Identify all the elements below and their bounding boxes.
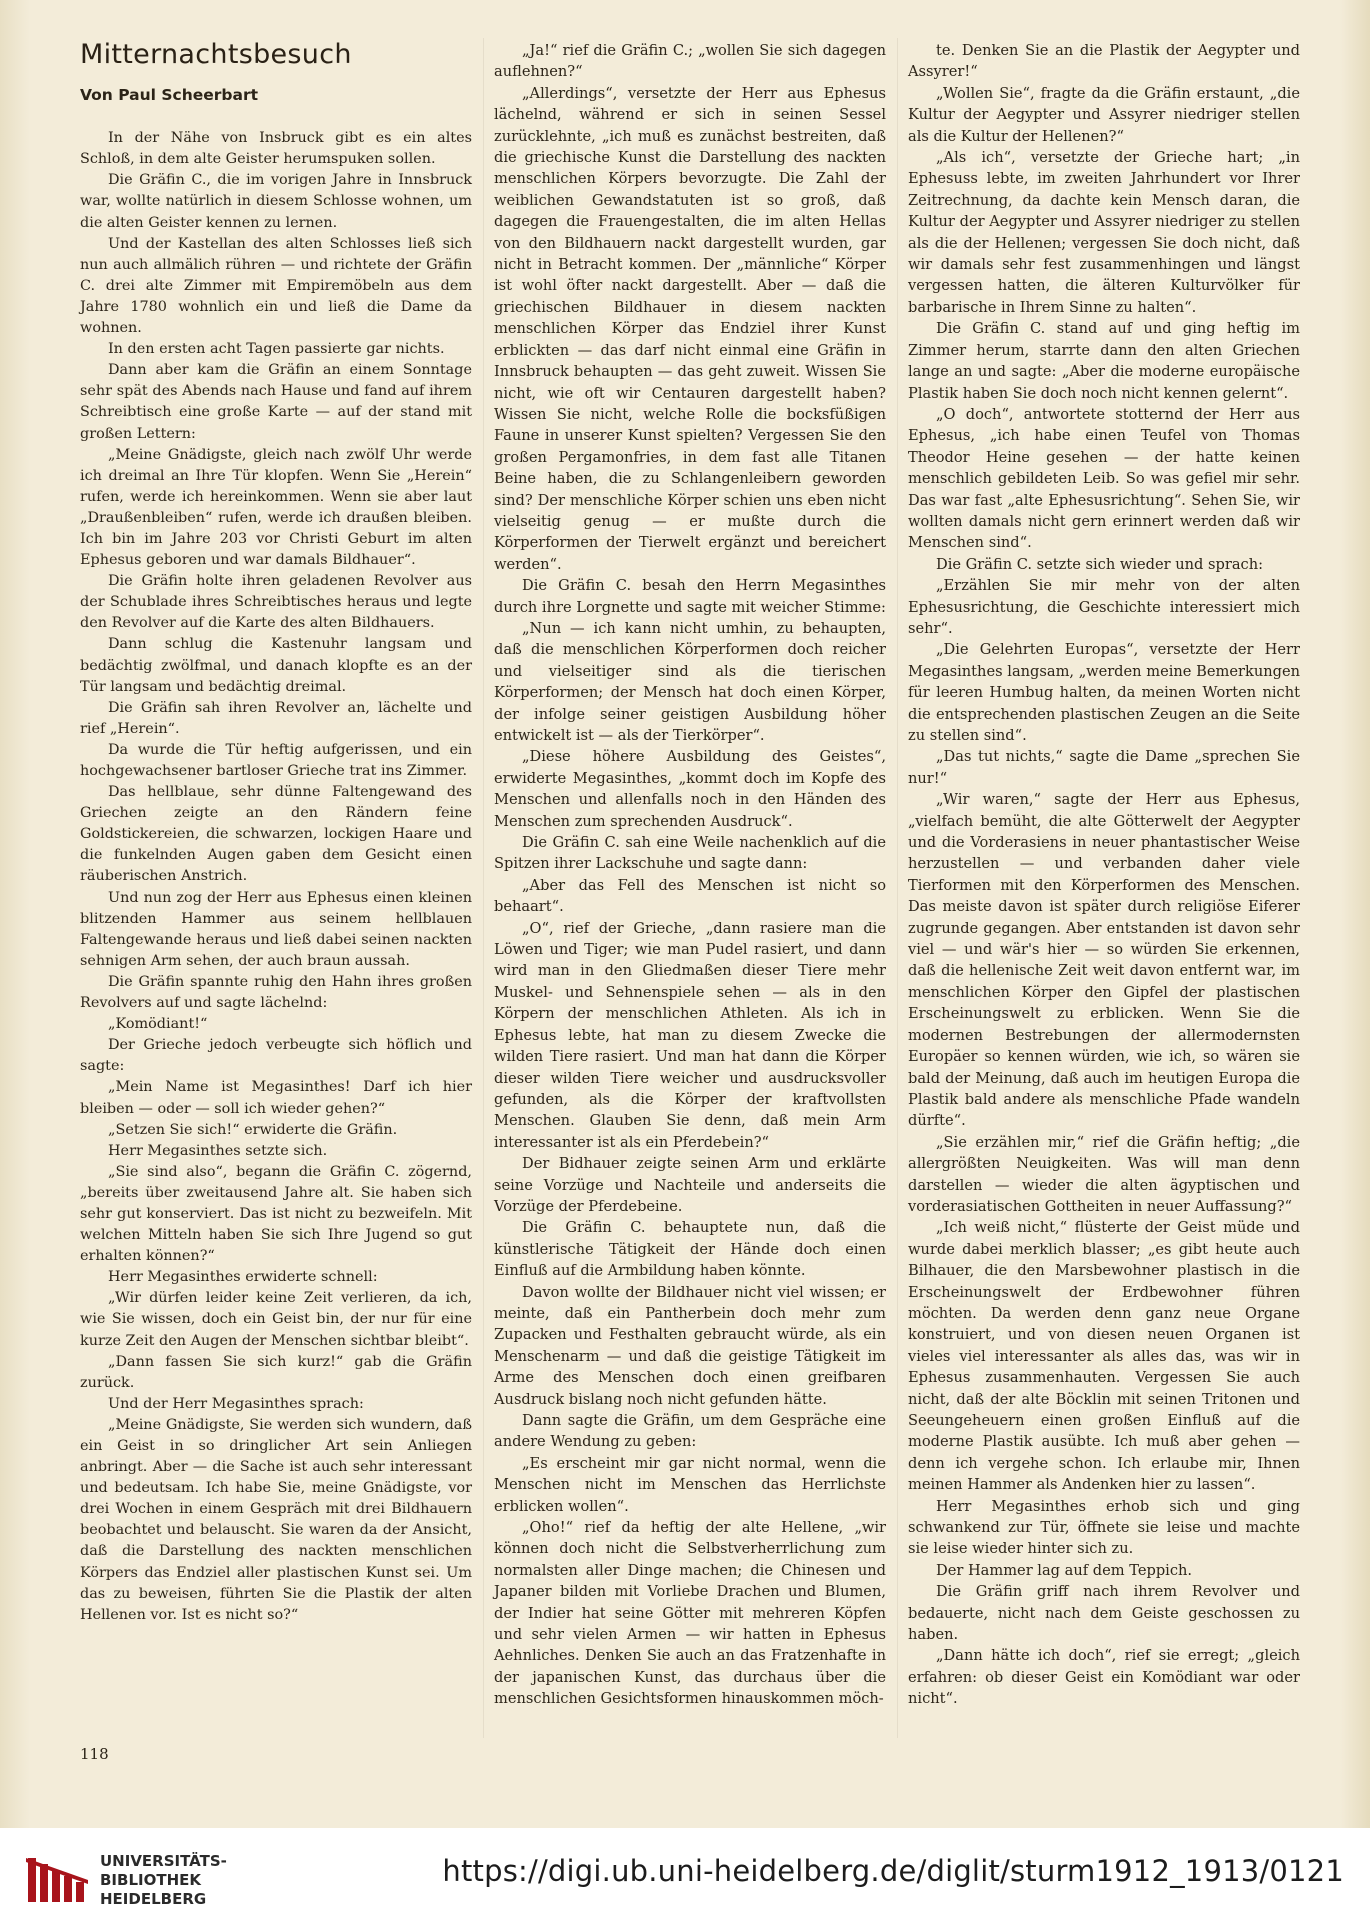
paragraph: „O doch“, antwortete stotternd der Herr aus Ephesus, „ich habe einen Teufel von Thomas Theodor Heine gesehen — der hatte keinen menschlich gebildeten Leib. So was gefiel mir sehr. Das war fast „alte Ephesusrichtung“. Sehen Sie, wir wollten damals nicht gern erinnert werden daß wir Menschen sind“.: [908, 405, 1300, 552]
paragraph: Dann aber kam die Gräfin an einem Sonntage sehr spät des Abends nach Hause und fand auf ihrem Schreibtisch eine große Karte — auf der stand mit großen Lettern:: [80, 362, 472, 442]
paragraph: Das hellblaue, sehr dünne Faltengewand des Griechen zeigte an den Rändern feine Goldstickereien, die schwarzen, lockigen Haare und die funkelnden Augen gaben dem Gesicht einen räuberischen Anstrich.: [80, 784, 472, 885]
paragraph: te. Denken Sie an die Plastik der Aegypter und Assyrer!“: [908, 42, 1300, 81]
paragraph: „Wollen Sie“, fragte da die Gräfin erstaunt, „die Kultur der Aegypter und Assyrer niedriger stellen als die Kultur der Hellenen?“: [908, 84, 1300, 145]
paragraph: Und der Kastellan des alten Schlosses ließ sich nun auch allmälich rühren — und richtete der Gräfin C. drei alte Zimmer mit Empiremöbeln aus dem Jahre 1780 wohnlich ein und ließ die Dame da wohnen.: [80, 235, 472, 337]
paragraph: „Oho!“ rief da heftig der alte Hellene, „wir können doch nicht die Selbstverherrlichung zum normalsten aller Dinge machen; die Chinesen und Japaner bilden mit Vorliebe Drachen und Blumen, der Indier hat seine Götter mit mehreren Köpfen und sehr vielen Armen — wir hatten in Ephesus Aehnliches. Denken Sie auch an das Fratzenhafte in der japanischen Kunst, das durchaus über die menschlichen Gesichtsformen hinauskommen möch-: [494, 1519, 886, 1708]
paragraph: Die Gräfin spannte ruhig den Hahn ihres großen Revolvers auf und sagte lächelnd:: [80, 973, 472, 1012]
paragraph: „Die Gelehrten Europas“, versetzte der Herr Megasinthes langsam, „werden meine Bemerkungen für leeren Humbug halten, da meinen Worten nicht die entsprechenden plastischen Zeugen an die Seite zu stellen sind“.: [908, 641, 1300, 744]
library-name-line: HEIDELBERG: [100, 1890, 207, 1908]
paragraph: „Allerdings“, versetzte der Herr aus Ephesus lächelnd, während er sich in seinen Sessel zurücklehnte, „ich muß es zunächst bestreiten, daß die griechische Kunst die Darstellung des nackten menschlichen Körpers bevorzugte. Die Zahl der weiblichen Gewandstatuten ist so groß, daß dagegen die Frauengestalten, die im alten Hellas von den Bildhauern nackt dargestellt wurden, gar nicht in Betracht kommen. Der „männliche“ Körper ist wohl öfter nackt dargestellt. Aber — daß die griechischen Bildhauer in diesem nackten menschlichen Körper das Endziel ihrer Kunst erblickten — das darf nicht einmal eine Gräfin in Innsbruck behaupten — das geht zuweit. Wissen Sie nicht, wie oft wir Centauren dargestellt haben? Wissen Sie nicht, welche Rolle die bocksfüßigen Faune in unserer Kunst spielten? Vergessen Sie den großen Pergamonfries, in dem fast alle Titanen Beine haben, die zu Schlangenleibern geworden sind? Der menschliche Körper schien uns eben nicht vielseitig genug — er mußte durch die Körperformen der Tierwelt ergänzt und bereichert werden“.: [494, 84, 886, 573]
paragraph: „Als ich“, versetzte der Grieche hart; „in Ephesuss lebte, im zweiten Jahrhundert vor Ihrer Zeitrechnung, da dachte kein Mensch daran, die Kultur der Aegypter und Assyrer niedriger zu stellen als die der Hellenen; vergessen Sie doch nicht, daß wir damals sehr fest zusammenhingen und längst vergessen hatten, die älteren Kulturvölker für barbarische in Ihrem Sinne zu halten“.: [908, 149, 1300, 316]
paragraph: Und nun zog der Herr aus Ephesus einen kleinen blitzenden Hammer aus seinem hellblauen Faltengewande heraus und ließ dabei seinen nackten sehnigen Arm sehen, der auch braun aussah.: [80, 889, 472, 969]
paragraph: Die Gräfin sah ihren Revolver an, lächelte und rief „Herein“.: [80, 699, 472, 737]
paragraph: Die Gräfin griff nach ihrem Revolver und bedauerte, nicht nach dem Geiste geschossen zu haben.: [908, 1583, 1300, 1644]
paragraph: „Nun — ich kann nicht umhin, zu behaupten, daß die menschlichen Körperformen doch reicher und vielseitiger sind als die tierischen Körperformen; der Mensch hat doch einen Körper, der infolge seiner geistigen Ausbildung höher entwickelt ist — als der Tierkörper“.: [494, 619, 886, 744]
paragraph: „Ich weiß nicht,“ flüsterte der Geist müde und wurde dabei merklich blasser; „es gibt heute auch Bilhauer, die den Marsbewohner plastisch in die Erscheinungswelt der Erdbewohner führen möchten. Da werden denn ganz neue Organe konstruiert, und von diesen neuen Organen ist vieles viel interessanter als alles das, was wir in Ephesus zusammenhauten. Vergessen Sie auch nicht, daß der alte Böcklin mit seinen Tritonen und Seeungeheuern einen großen Einfluß auf die moderne Plastik ausübte. Ich muß aber gehen — denn ich vergehe schon. Ich erlaube mir, Ihnen meinen Hammer als Andenken hier zu lassen“.: [908, 1219, 1300, 1494]
paragraph: Die Gräfin C., die im vorigen Jahre in Innsbruck war, wollte natürlich in diesem Schlosse wohnen, um die alten Geister kennen zu lernen.: [80, 172, 472, 231]
paragraph: „Es erscheint mir gar nicht normal, wenn die Menschen nicht im Menschen das Herrlichste erblicken wollen“.: [494, 1454, 886, 1515]
paragraph: Herr Megasinthes erhob sich und ging schwankend zur Tür, öffnete sie leise und machte sie leise wieder hinter sich zu.: [908, 1497, 1300, 1558]
paragraph: „Das tut nichts,“ sagte die Dame „sprechen Sie nur!“: [908, 748, 1300, 787]
paragraph: In der Nähe von Insbruck gibt es ein altes Schloß, in dem alte Geister herumspuken sollen.: [80, 130, 472, 168]
page-number: 118: [80, 1745, 109, 1763]
column-2: [494, 40, 886, 1710]
article-author: Von Paul Scheerbart: [80, 86, 259, 105]
paragraph: „Wir dürfen leider keine Zeit verlieren, da ich, wie Sie wissen, doch ein Geist bin, der nur für eine kurze Zeit den Augen der Menschen sichtbar bleibt“.: [80, 1290, 472, 1349]
paragraph: „Mein Name ist Megasinthes! Darf ich hier bleiben — oder — soll ich wieder gehen?“: [80, 1079, 472, 1117]
paragraph: Der Hammer lag auf dem Teppich.: [936, 1561, 1193, 1579]
paragraph: „Aber das Fell des Menschen ist nicht so behaart“.: [494, 876, 886, 916]
paragraph: Die Gräfin holte ihren geladenen Revolver aus der Schublade ihres Schreibtisches heraus und legte den Revolver auf die Karte des alten Bildhauers.: [80, 573, 472, 632]
paragraph: „Setzen Sie sich!“ erwiderte die Gräfin.: [108, 1121, 398, 1138]
paragraph: Da wurde die Tür heftig aufgerissen, und ein hochgewachsener bartloser Grieche trat ins Zimmer.: [80, 741, 472, 779]
paragraph: „Dann fassen Sie sich kurz!“ gab die Gräfin zurück.: [80, 1353, 472, 1391]
column-1: [80, 40, 472, 1626]
paragraph: Davon wollte der Bildhauer nicht viel wissen; er meinte, daß ein Pantherbein doch mehr zum Zupacken und Festhalten gebraucht würde, als ein Menschenarm — und daß die geistige Tätigkeit im Arme des Menschen doch einen greifbaren Ausdruck bislang noch nicht gefunden hätte.: [494, 1283, 886, 1408]
heidelberg-library-logo-icon: [22, 1850, 92, 1910]
paragraph: „Ja!“ rief die Gräfin C.; „wollen Sie sich dagegen auflehnen?“: [494, 42, 886, 81]
paragraph: Die Gräfin C. setzte sich wieder und sprach:: [936, 555, 1264, 573]
paragraph: „Komödiant!“: [108, 1016, 208, 1033]
paragraph: „Wir waren,“ sagte der Herr aus Ephesus, „vielfach bemüht, die alte Götterwelt der Aegypter und die Vorderasiens in neuer phantastischer Weise herzustellen — und verbanden daher viele Tierformen mit den Körperformen des Menschen. Das meiste davon ist später durch religiöse Eiferer zugrunde gegangen. Aber entstanden ist davon sehr viel — und wär's hier — so würden Sie erkennen, daß die hellenische Zeit weit davon entfernt war, im menschlichen Körper den Gipfel der plastischen Erscheinungswelt zu erblicken. Wenn Sie die modernen Bestrebungen der allermodernsten Europäer so kennen würden, wie ich, so wären sie bald der Meinung, daß auch im heutigen Europa die Plastik bald andere als menschliche Pfade wandeln dürfte“.: [908, 791, 1300, 1130]
paragraph: Herr Megasinthes erwiderte schnell:: [108, 1269, 378, 1286]
library-name-line: UNIVERSITÄTS-: [100, 1852, 227, 1870]
paragraph: „Dann hätte ich doch“, rief sie erregt; „gleich erfahren: ob dieser Geist ein Komödiant war oder nicht“.: [908, 1647, 1300, 1708]
paragraph: „Erzählen Sie mir mehr von der alten Ephesusrichtung, die Geschichte interessiert mich sehr“.: [908, 577, 1300, 637]
column-divider: [897, 38, 898, 1738]
paragraph: „Sie sind also“, begann die Gräfin C. zögernd, „bereits über zweitausend Jahre alt. Sie haben sich sehr gut konserviert. Das ist nicht zu bezweifeln. Mit welchen Mitteln haben Sie sich Ihre Jugend so gut erhalten können?“: [80, 1163, 472, 1265]
source-url[interactable]: https://digi.ub.uni-heidelberg.de/diglit/sturm1912_1913/0121: [442, 1854, 1344, 1888]
paragraph: „Diese höhere Ausbildung des Geistes“, erwiderte Megasinthes, „kommt doch im Kopfe des Menschen und allenfalls noch in den Händen des Menschen zum sprechenden Ausdruck“.: [494, 748, 886, 830]
paragraph: Dann schlug die Kastenuhr langsam und bedächtig zwölfmal, und danach klopfte es an der Tür langsam und bedächtig dreimal.: [80, 636, 472, 695]
column-divider: [483, 38, 484, 1738]
paragraph: Herr Megasinthes setzte sich.: [108, 1142, 328, 1159]
paragraph: Die Gräfin C. besah den Herrn Megasinthes durch ihre Lorgnette und sagte mit weicher Stimme:: [494, 577, 886, 616]
column-3: [908, 40, 1300, 1710]
library-name: [100, 1852, 227, 1909]
paragraph: „Meine Gnädigste, gleich nach zwölf Uhr werde ich dreimal an Ihre Tür klopfen. Wenn Sie „Herein“ rufen, werde ich hereinkommen. Wenn sie aber laut „Draußenbleiben“ rufen, werde ich draußen bleiben. Ich bin im Jahre 203 vor Christi Geburt im alten Ephesus geboren und war damals Bildhauer“.: [80, 446, 472, 569]
library-name-line: BIBLIOTHEK: [100, 1871, 201, 1889]
article-title: Mitternachtsbesuch: [80, 39, 352, 70]
paragraph: In den ersten acht Tagen passierte gar nichts.: [108, 341, 445, 358]
paragraph: Der Grieche jedoch verbeugte sich höflich und sagte:: [80, 1037, 472, 1075]
paragraph: Die Gräfin C. sah eine Weile nachenklich auf die Spitzen ihrer Lackschuhe und sagte dann:: [494, 834, 886, 873]
paragraph: „Meine Gnädigste, Sie werden sich wundern, daß ein Geist in so dringlicher Art sein Anliegen anbringt. Aber — die Sache ist auch sehr interessant und bedeutsam. Ich habe Sie, meine Gnädigste, vor drei Wochen in einem Gespräch mit drei Bildhauern beobachtet und belauscht. Sie waren da der Ansicht, daß die Darstellung des nackten menschlichen Körpers das Endziel aller plastischen Kunst sei. Um das zu beweisen, führten Sie die Plastik der alten Hellenen vor. Ist es nicht so?“: [80, 1416, 472, 1623]
viewer-footer: [0, 1828, 1370, 1931]
paragraph: Dann sagte die Gräfin, um dem Gespräche eine andere Wendung zu geben:: [494, 1412, 886, 1451]
paragraph: Der Bidhauer zeigte seinen Arm und erklärte seine Vorzüge und Nachteile und anderseits die Vorzüge der Pferdebeine.: [494, 1155, 886, 1215]
paragraph: „O“, rief der Grieche, „dann rasiere man die Löwen und Tiger; wie man Pudel rasiert, und dann wird man in den Gliedmaßen dieser Tiere mehr Muskel- und Sehnenspiele sehen — als in den Körpern der menschlichen Athleten. Als ich in Ephesus lebte, hat man zu diesem Zwecke die wilden Tiere rasiert. Und man hat dann die Körper dieser wilden Tiere weicher und ausdrucksvoller gefunden, als die Körper der kraftvollsten Menschen. Glauben Sie denn, daß mein Arm interessanter ist als ein Pferdebein?“: [494, 919, 886, 1151]
paragraph: „Sie erzählen mir,“ rief die Gräfin heftig; „die allergrößten Neuigkeiten. Was will man denn darstellen — wieder die alten ägyptischen und vorderasiatischen Gottheiten in neuer Auffassung?“: [908, 1133, 1300, 1215]
paragraph: Und der Herr Megasinthes sprach:: [108, 1395, 364, 1412]
paragraph: Die Gräfin C. behauptete nun, daß die künstlerische Tätigkeit der Hände doch einen Einfluß auf die Armbildung haben könnte.: [494, 1219, 886, 1280]
paragraph: Die Gräfin C. stand auf und ging heftig im Zimmer herum, starrte dann den alten Griechen lange an und sagte: „Aber die moderne europäische Plastik haben Sie doch noch nicht kennen gelernt“.: [908, 320, 1300, 402]
